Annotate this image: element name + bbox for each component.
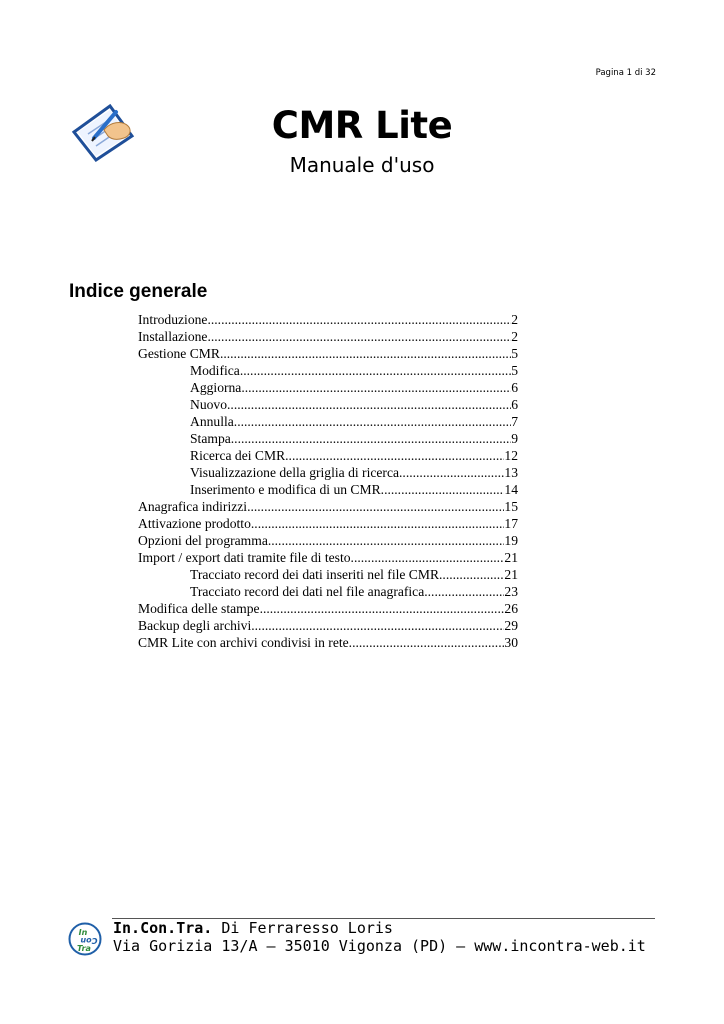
logo-text-con: Con bbox=[80, 936, 98, 945]
toc-leader-dots bbox=[251, 515, 505, 532]
toc-entry-page: 26 bbox=[504, 601, 518, 616]
toc-subentry[interactable] bbox=[138, 362, 518, 379]
toc-entry-page: 2 bbox=[511, 312, 518, 327]
toc-entry-title: Attivazione prodotto bbox=[138, 516, 251, 531]
toc-leader-dots bbox=[220, 345, 511, 362]
footer-address: Via Gorizia 13/A – 35010 Vigonza (PD) – www.incontra-web.it bbox=[113, 937, 646, 955]
toc-subentry[interactable] bbox=[138, 430, 518, 447]
toc-entry-title: Modifica delle stampe bbox=[138, 601, 260, 616]
footer-company-name: In.Con.Tra. bbox=[113, 919, 213, 937]
toc-entry[interactable] bbox=[138, 498, 518, 515]
logo-text-in: In bbox=[78, 928, 88, 937]
toc-entry-page: 2 bbox=[511, 329, 518, 344]
toc-entry-title: Nuovo bbox=[190, 397, 228, 412]
toc-entry-page: 23 bbox=[504, 584, 518, 599]
toc-subentry[interactable] bbox=[138, 566, 518, 583]
toc-entry[interactable] bbox=[138, 311, 518, 328]
toc-entry[interactable] bbox=[138, 345, 518, 362]
toc-entry[interactable] bbox=[138, 532, 518, 549]
toc-leader-dots bbox=[234, 413, 511, 430]
page-number: Pagina 1 di 32 bbox=[595, 68, 656, 78]
toc-leader-dots bbox=[231, 430, 511, 447]
toc-entry-page: 21 bbox=[504, 567, 518, 582]
toc-entry-page: 6 bbox=[511, 397, 518, 412]
toc-entry-title: CMR Lite con archivi condivisi in rete bbox=[138, 635, 349, 650]
toc-leader-dots bbox=[399, 464, 504, 481]
toc-entry-page: 17 bbox=[504, 516, 518, 531]
toc-entry-title: Gestione CMR bbox=[138, 346, 220, 361]
toc-entry[interactable] bbox=[138, 600, 518, 617]
table-of-contents bbox=[138, 311, 518, 651]
toc-entry-title: Anagrafica indirizzi bbox=[138, 499, 248, 514]
toc-entry-title: Installazione bbox=[138, 329, 208, 344]
toc-subentry[interactable] bbox=[138, 481, 518, 498]
logo-text-tra: Tra bbox=[77, 944, 91, 953]
toc-entry-title: Aggiorna bbox=[190, 380, 242, 395]
toc-leader-dots bbox=[241, 379, 511, 396]
toc-entry-title: Import / export dati tramite file di testo bbox=[138, 550, 351, 565]
toc-entry-page: 9 bbox=[511, 431, 518, 446]
toc-leader-dots bbox=[268, 532, 505, 549]
toc-entry-title: Tracciato record dei dati inseriti nel file CMR bbox=[190, 567, 440, 582]
toc-leader-dots bbox=[227, 396, 511, 413]
toc-leader-dots bbox=[424, 583, 504, 600]
toc-subentry[interactable] bbox=[138, 396, 518, 413]
toc-entry-page: 14 bbox=[504, 482, 518, 497]
toc-entry-title: Backup degli archivi bbox=[138, 618, 252, 633]
toc-entry-page: 21 bbox=[504, 550, 518, 565]
toc-entry-page: 30 bbox=[504, 635, 518, 650]
toc-entry-page: 5 bbox=[511, 346, 518, 361]
toc-entry-page: 15 bbox=[504, 499, 518, 514]
toc-entry-title: Ricerca dei CMR bbox=[190, 448, 286, 463]
toc-entry[interactable] bbox=[138, 549, 518, 566]
toc-subentry[interactable] bbox=[138, 413, 518, 430]
toc-subentry[interactable] bbox=[138, 583, 518, 600]
footer-company-line bbox=[113, 919, 393, 937]
toc-entry-title: Stampa bbox=[190, 431, 231, 446]
toc-entry-page: 19 bbox=[504, 533, 518, 548]
document-title: CMR Lite bbox=[271, 104, 453, 147]
toc-subentry[interactable] bbox=[138, 447, 518, 464]
toc-entry-title: Tracciato record dei dati nel file anagrafica bbox=[190, 584, 425, 599]
incontra-logo-icon bbox=[68, 922, 102, 956]
toc-entry-title: Introduzione bbox=[138, 312, 208, 327]
toc-entry-title: Visualizzazione della griglia di ricerca bbox=[190, 465, 400, 480]
toc-leader-dots bbox=[247, 498, 504, 515]
toc-entry-page: 13 bbox=[504, 465, 518, 480]
toc-entry-title: Inserimento e modifica di un CMR bbox=[190, 482, 381, 497]
toc-entry-page: 6 bbox=[511, 380, 518, 395]
toc-leader-dots bbox=[439, 566, 504, 583]
toc-leader-dots bbox=[260, 600, 505, 617]
toc-leader-dots bbox=[351, 549, 505, 566]
toc-entry-page: 7 bbox=[511, 414, 518, 429]
toc-leader-dots bbox=[207, 311, 511, 328]
toc-subentry[interactable] bbox=[138, 464, 518, 481]
toc-entry-title: Opzioni del programma bbox=[138, 533, 268, 548]
toc-leader-dots bbox=[240, 362, 511, 379]
document-subtitle: Manuale d'uso bbox=[289, 153, 435, 177]
toc-entry[interactable] bbox=[138, 634, 518, 651]
toc-subentry[interactable] bbox=[138, 379, 518, 396]
toc-leader-dots bbox=[251, 617, 504, 634]
toc-entry-page: 12 bbox=[504, 448, 518, 463]
footer-owner: Di Ferraresso Loris bbox=[212, 919, 393, 937]
toc-entry[interactable] bbox=[138, 617, 518, 634]
toc-entry-title: Modifica bbox=[190, 363, 240, 378]
toc-entry[interactable] bbox=[138, 515, 518, 532]
toc-entry[interactable] bbox=[138, 328, 518, 345]
toc-entry-page: 29 bbox=[504, 618, 518, 633]
toc-heading: Indice generale bbox=[69, 281, 208, 302]
toc-leader-dots bbox=[381, 481, 505, 498]
toc-entry-page: 5 bbox=[511, 363, 518, 378]
toc-entry-title: Annulla bbox=[190, 414, 234, 429]
toc-leader-dots bbox=[285, 447, 504, 464]
toc-leader-dots bbox=[349, 634, 505, 651]
toc-leader-dots bbox=[207, 328, 511, 345]
